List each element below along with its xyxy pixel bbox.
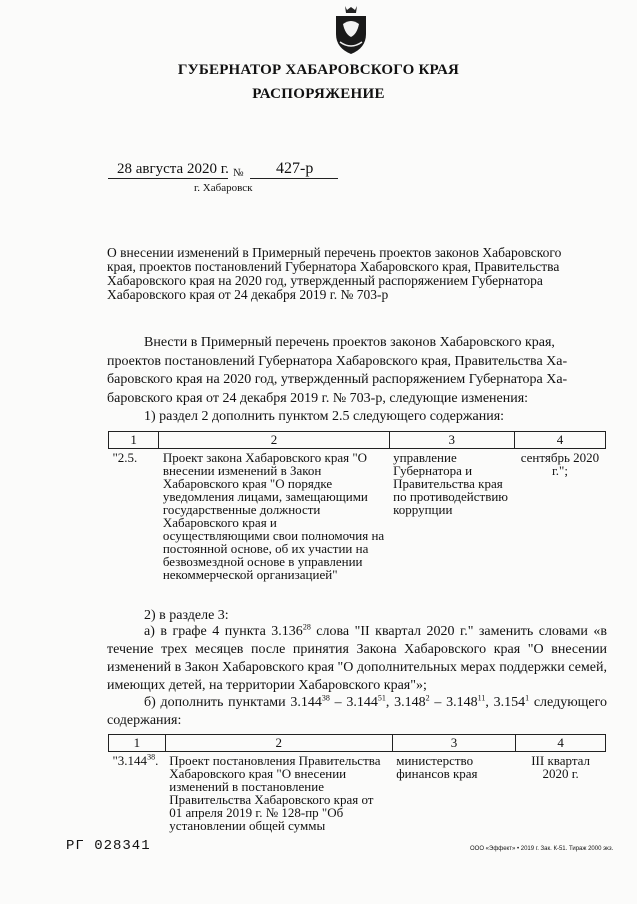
table-header-cell: 2 [159, 432, 389, 449]
table-header-cell: 4 [514, 432, 605, 449]
document-city: г. Хабаровск [194, 182, 253, 194]
body-paragraph [107, 334, 607, 408]
printer-imprint: ООО «Эффект» • 2019 г. Зак. К-51. Тираж 2000 экз. [470, 846, 614, 852]
item-2a-before: а) в графе 4 пункта 3.136 [144, 624, 303, 639]
item-2b-sup: 38 [321, 693, 330, 703]
item-2a-sup: 28 [302, 622, 311, 632]
table-header-cell: 4 [516, 735, 606, 752]
table-header-row [109, 735, 606, 752]
table-header-cell: 1 [109, 735, 166, 752]
item-2a-after: слова "II квартал 2020 г." заменить словами «в течение трех месяцев после принятия Закона Хабаровского края "О внесении изменений в Закон Хабаровского края "О дополнительных мерах поддержки семей, имеющих детей, на территории Хабаровского края"»; [107, 624, 607, 693]
amendment-table-2 [108, 734, 606, 832]
item-2b-part: – 3.148 [429, 695, 478, 710]
item-2b-sup: 1 [525, 693, 530, 703]
table-row [109, 752, 606, 833]
item-2b-part: – 3.144 [329, 695, 378, 710]
row-term: III квартал 2020 г. [531, 753, 591, 781]
row-number: "2.5. [112, 450, 138, 465]
body-line: баровского края на 2020 год, утвержденный распоряжением Губернатора Ха- [107, 372, 568, 387]
row-executor: министерство финансов края [396, 753, 478, 781]
item-2b-part: б) дополнить пунктами 3.144 [144, 695, 322, 710]
subject-line: края, проектов постановлений Губернатора Хабаровского края, Правительства [107, 259, 560, 274]
table-header-cell: 3 [392, 735, 516, 752]
body-line: Внести в Примерный перечень проектов законов Хабаровского края, [144, 335, 555, 350]
body-line: баровского края от 24 декабря 2019 г. № 703-р, следующие изменения: [107, 390, 529, 406]
row-number-end: . [155, 753, 159, 768]
item-2-text: 2) в разделе 3: [144, 608, 229, 623]
item-2b-part: , 3.148 [385, 695, 426, 710]
item-2b-sup: 11 [477, 693, 486, 703]
amendment-table-1 [108, 431, 606, 581]
document-type: РАСПОРЯЖЕНИЕ [252, 86, 385, 102]
row-number [109, 752, 166, 833]
item-2b-part: следующего содержания: [107, 695, 608, 728]
item-2b-sup: 51 [377, 693, 386, 703]
date-underline [108, 178, 228, 179]
document-number: 427-р [276, 160, 314, 177]
item-2b-paragraph [107, 694, 607, 730]
row-term: сентябрь 2020 г."; [520, 450, 600, 478]
table-header-cell: 1 [109, 432, 159, 449]
row-executor: управление Губернатора и Правительства края по противодействию коррупции [393, 450, 509, 517]
row-number-sup: 38 [147, 752, 156, 762]
table-header-cell: 2 [165, 735, 392, 752]
row-project: Проект закона Хабаровского края "О внесении изменений в Закон Хабаровского края "О порядке уведомления лицами, замещающими государственные должности Хабаровского края и осуществляющими свои полномочия на постоянной основе, об их участии на безвозмездной основе в управлении некоммерческой организацией" [162, 450, 385, 582]
body-line: проектов постановлений Губернатора Хабаровского края, Правительства Ха- [107, 353, 568, 369]
table-row [109, 449, 606, 582]
item-2b-part: , 3.154 [485, 695, 526, 710]
subject-line: О внесении изменений в Примерный перечень проектов законов Хабаровского [107, 245, 562, 260]
governor-title: ГУБЕРНАТОР ХАБАРОВСКОГО КРАЯ [177, 62, 460, 78]
table-header-row [109, 432, 606, 449]
row-number-main: "3.144 [112, 753, 148, 768]
number-label: № [233, 167, 244, 179]
coat-of-arms-emblem [332, 4, 370, 56]
row-project: Проект постановления Правительства Хабаровского края "О внесении изменений в постановление Правительства Хабаровского края от 01 апреля 2019 г. № 128-пр "Об установлении общей суммы [169, 753, 381, 833]
subject-line: Хабаровского края от 24 декабря 2019 г. № 703-р [107, 287, 389, 302]
subject-line: Хабаровского края на 2020 год, утвержденный распоряжением Губернатора [107, 273, 543, 288]
table-header-cell: 3 [389, 432, 514, 449]
item-2a-paragraph [107, 623, 607, 695]
item-1-text: 1) раздел 2 дополнить пунктом 2.5 следующего содержания: [144, 409, 505, 424]
document-date: 28 августа 2020 г. [117, 161, 229, 177]
form-serial-number: РГ 028341 [66, 838, 151, 854]
number-underline [250, 178, 338, 179]
item-2b-sup: 2 [425, 693, 430, 703]
document-subject [107, 246, 607, 302]
